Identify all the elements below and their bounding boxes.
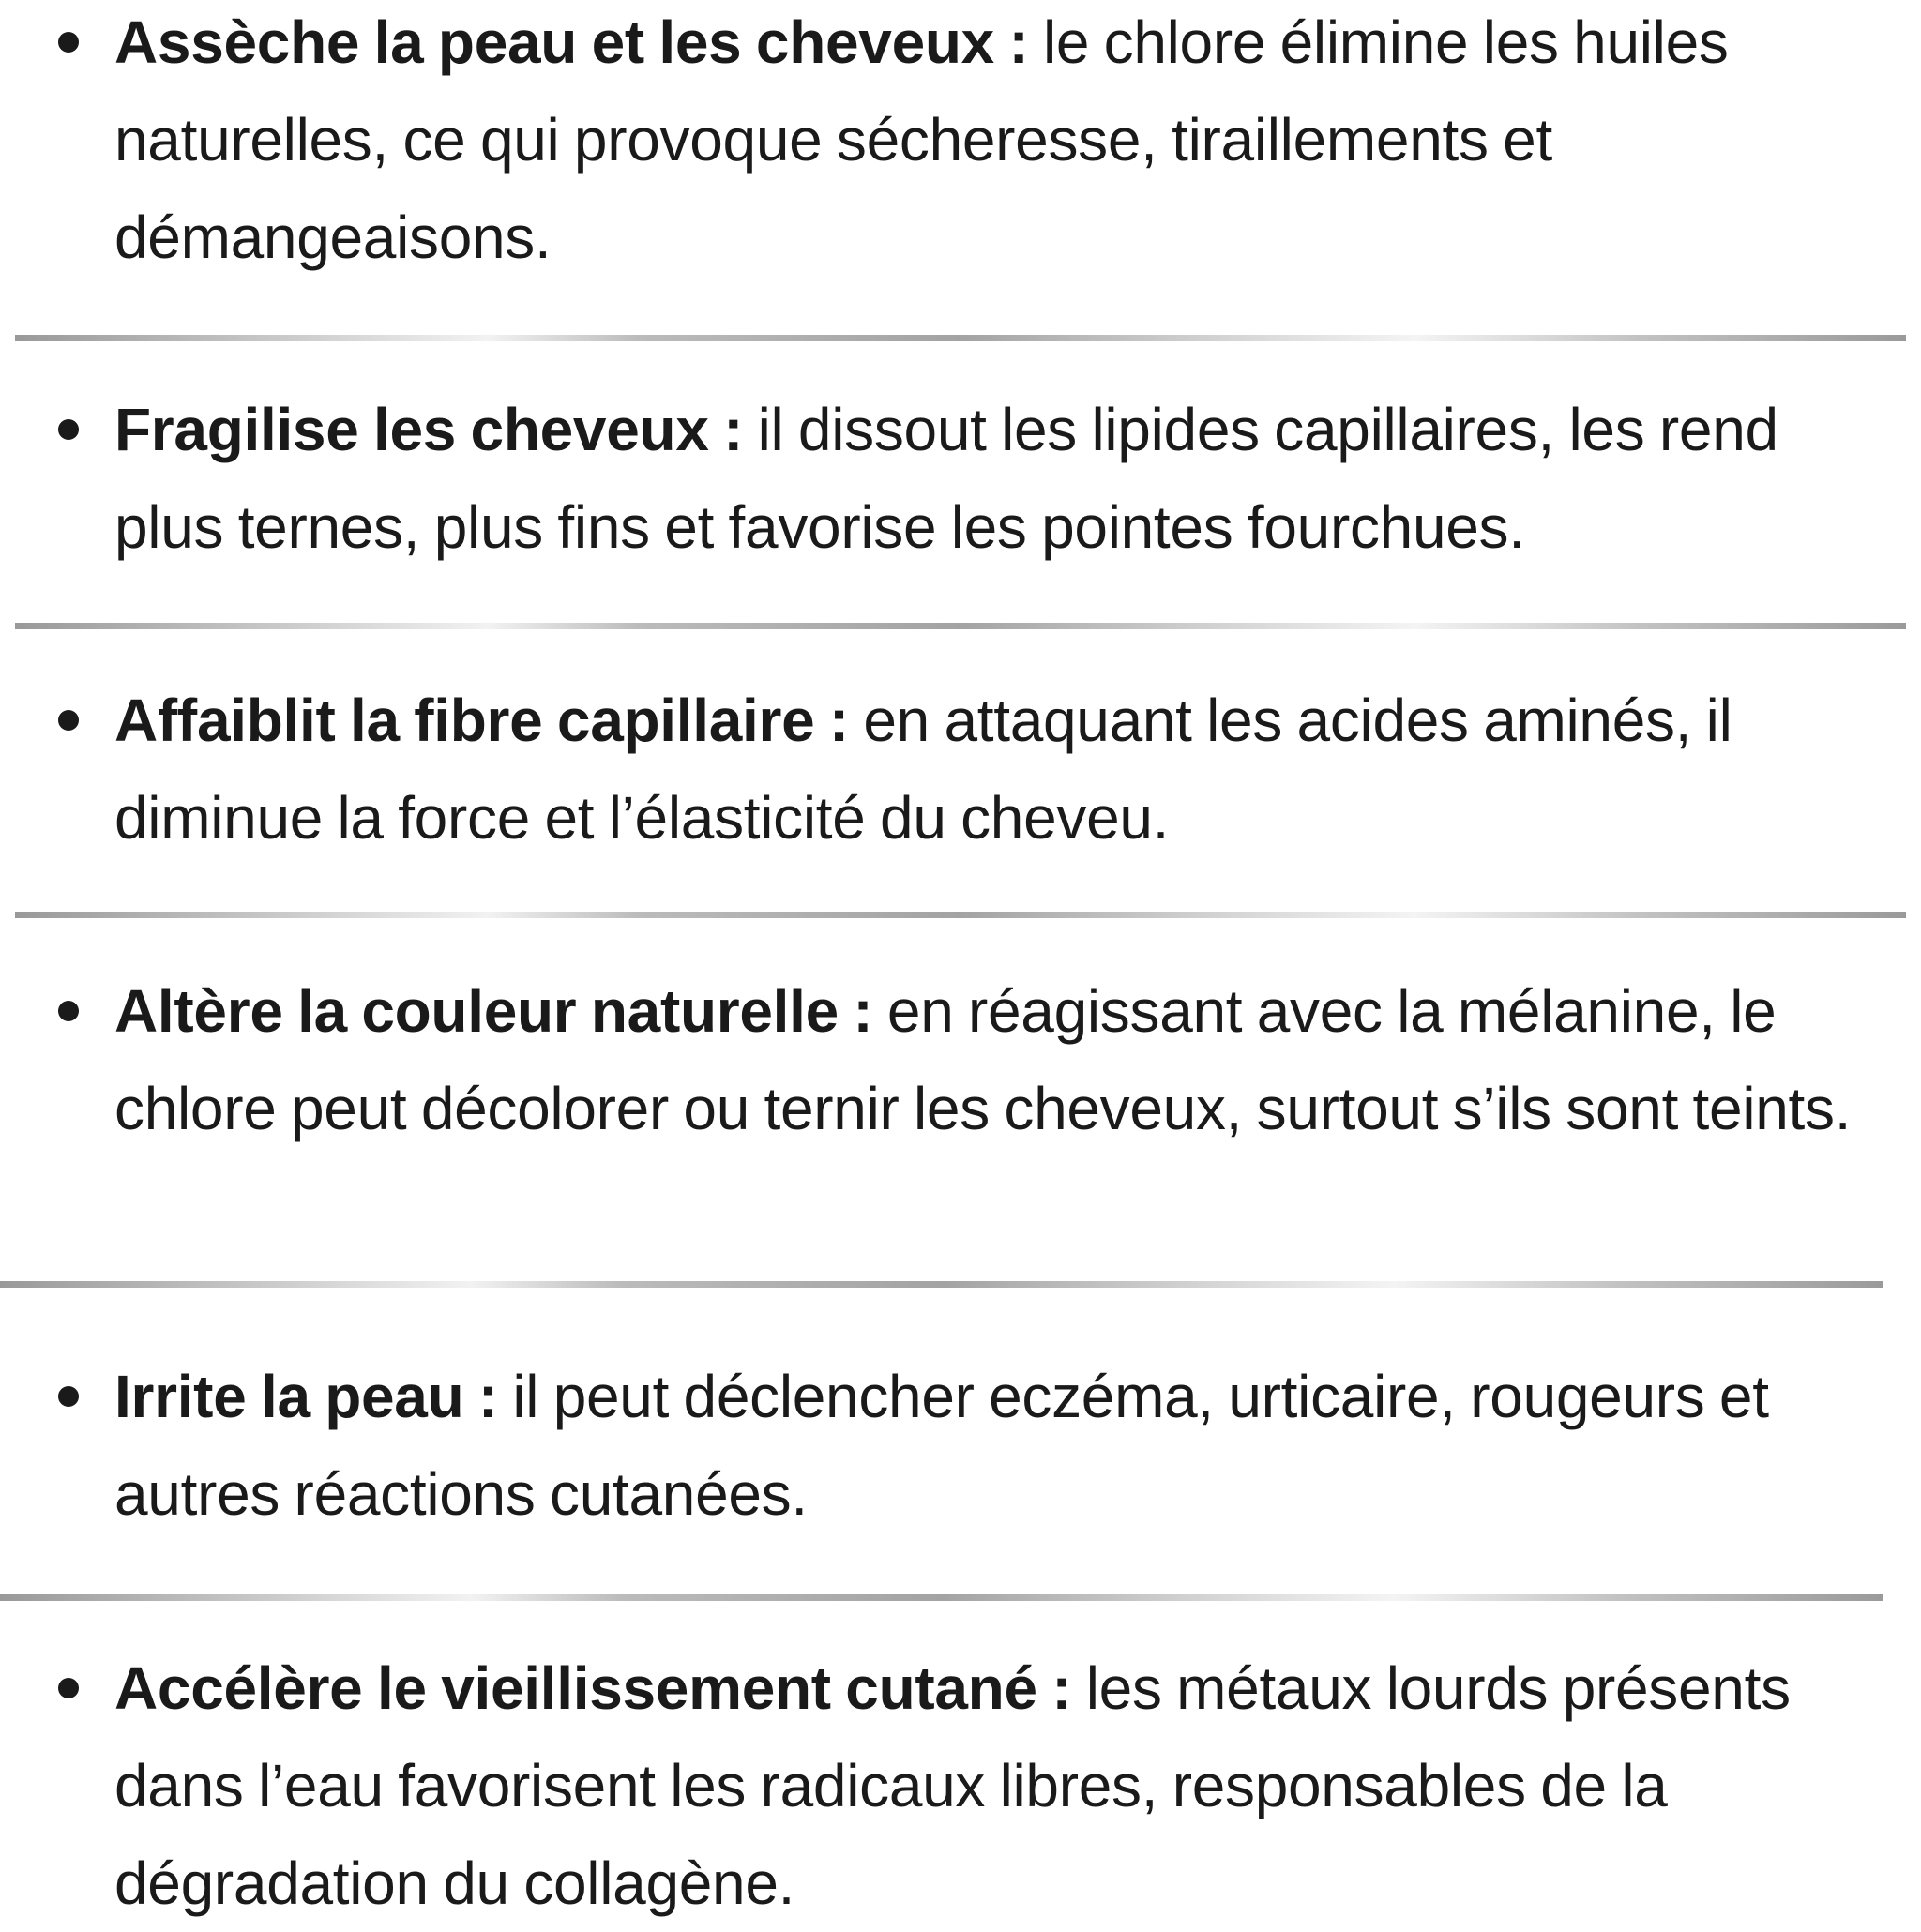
bullet-icon (58, 1678, 79, 1698)
list-item-text (114, 381, 1878, 576)
bullet-icon (58, 710, 79, 731)
list-item-lead: Affaiblit la fibre capillaire : (114, 687, 849, 754)
list-item-lead: Assèche la peau et les cheveux : (114, 8, 1029, 76)
list-item-text (114, 672, 1878, 867)
list-item-lead: Fragilise les cheveux : (114, 396, 744, 463)
list-item-body: en réagissant avec la mélanine, le chlore peut décolorer ou ternir les cheveux, surtout s’ils sont teints. (114, 977, 1852, 1142)
list-item-body: il peut déclencher eczéma, urticaire, rougeurs et autres réactions cutanées. (114, 1363, 1769, 1528)
bullet-icon (58, 1001, 79, 1021)
bullet-icon (58, 1386, 79, 1407)
list-item-text (114, 1639, 1878, 1932)
list-item-body: le chlore élimine les huiles naturelles, ce qui provoque sécheresse, tiraillements et démangeaisons. (114, 8, 1729, 271)
bullet-icon (58, 419, 79, 440)
divider (15, 335, 1906, 341)
list-item-body: les métaux lourds présents dans l’eau favorisent les radicaux libres, responsables de la dégradation du collagène. (114, 1654, 1791, 1917)
list-item-lead: Altère la couleur naturelle : (114, 977, 873, 1045)
divider (0, 1281, 1883, 1288)
divider (15, 912, 1906, 918)
list-item-lead: Irrite la peau : (114, 1363, 498, 1430)
list-item-body: en attaquant les acides aminés, il diminue la force et l’élasticité du cheveu. (114, 687, 1732, 852)
list-item-text (114, 0, 1878, 286)
list-item-body: il dissout les lipides capillaires, les rend plus ternes, plus fins et favorise les pointes fourchues. (114, 396, 1778, 561)
divider (0, 1594, 1883, 1601)
bullet-icon (58, 32, 79, 53)
list-item-text (114, 1348, 1878, 1543)
divider (15, 623, 1906, 629)
list-item-lead: Accélère le vieillissement cutané : (114, 1654, 1072, 1722)
list-item-text (114, 962, 1878, 1157)
